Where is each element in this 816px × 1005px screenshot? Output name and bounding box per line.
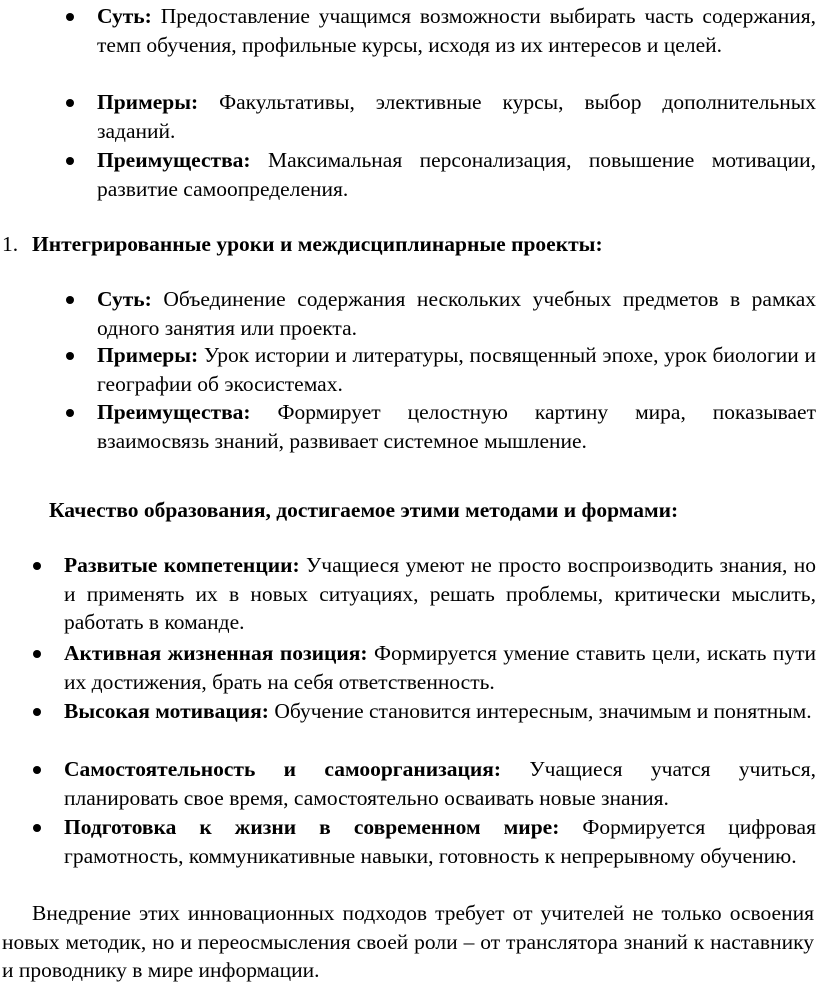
item-text: Формируется цифровая грамотность, коммуникативные навыки, готовность к непрерывному обучению. [64,815,816,868]
item-label: Преимущества: [97,148,251,172]
item-text: Урок истории и литературы, посвященный эпохе, урок биологии и географии об экосистемах. [97,343,816,396]
item-label: Подготовка к жизни в современном мире: [64,815,560,839]
item-label: Суть: [97,287,152,311]
item-label: Суть: [97,4,152,28]
item-label: Самостоятельность и самоорганизация: [64,757,502,781]
item-text: Формирует целостную картину мира, показывает взаимосвязь знаний, развивает системное мышление. [97,400,816,453]
bullet-icon [33,650,41,658]
item-text: Учащиеся учатся учиться, планировать свое время, самостоятельно осваивать новые знания. [64,757,816,810]
item-text: Предоставление учащимся возможности выбирать часть содержания, темп обучения, профильные курсы, исходя из их интересов и целей. [97,4,816,57]
bullet-icon [66,13,74,21]
item-label: Примеры: [97,343,199,367]
item-text: Обучение становится интересным, значимым и понятным. [268,699,812,723]
item-text: Учащиеся умеют не просто воспроизводить знания, но и применять их в новых ситуациях, решать проблемы, критически мыслить, работать в команде. [64,553,816,634]
item-label: Развитые компетенции: [64,553,300,577]
section-heading: Качество образования, достигаемое этими методами и формами: [49,498,679,522]
item-label: Активная жизненная позиция: [64,641,368,665]
item-text: Формируется умение ставить цели, искать пути их достижения, брать на себя ответственность. [64,641,816,694]
closing-paragraph: Внедрение этих инновационных подходов требует от учителей не только освоения новых методик, но и переосмысления своей роли – от транслятора знаний к наставнику и проводнику в мире информации. [2,901,814,982]
bullet-icon [33,824,41,832]
bullet-icon [33,766,41,774]
list-number: 1. [2,232,19,256]
item-text: Факультативы, элективные курсы, выбор дополнительных заданий. [97,90,816,143]
bullet-icon [66,99,74,107]
section-heading: Интегрированные уроки и междисциплинарные проекты: [32,232,603,256]
bullet-icon [66,352,74,360]
item-label: Высокая мотивация: [64,699,269,723]
bullet-icon [66,409,74,417]
item-label: Преимущества: [97,400,251,424]
bullet-icon [66,157,74,165]
bullet-icon [33,708,41,716]
bullet-icon [66,296,74,304]
item-label: Примеры: [97,90,199,114]
item-text: Максимальная персонализация, повышение мотивации, развитие самоопределения. [97,148,816,201]
item-text: Объединение содержания нескольких учебных предметов в рамках одного занятия или проекта. [97,287,816,340]
bullet-icon [33,562,41,570]
